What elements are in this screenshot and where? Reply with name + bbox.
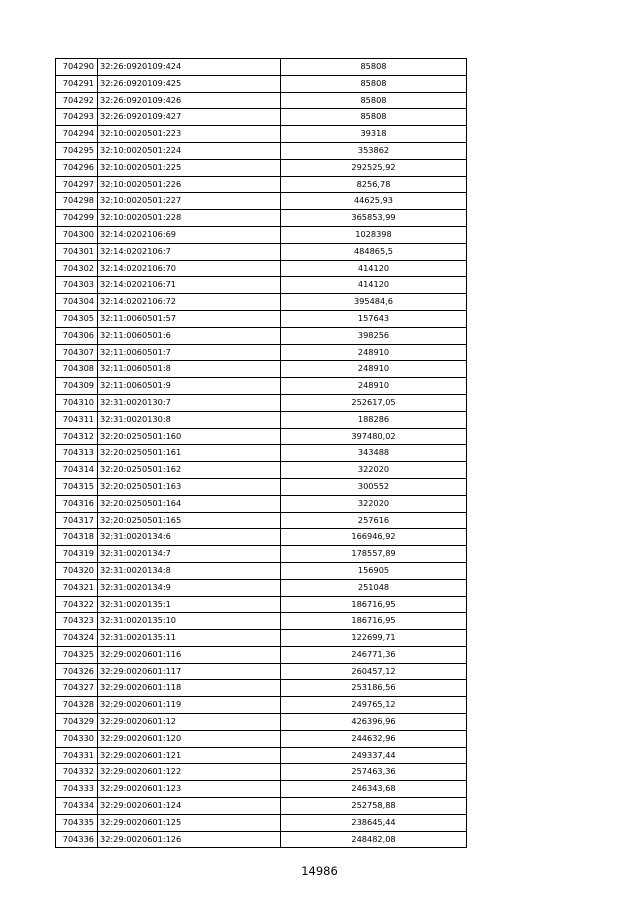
value-cell: 85808 xyxy=(281,109,467,126)
value-cell: 260457,12 xyxy=(281,663,467,680)
table-row xyxy=(56,378,467,395)
cadastral-number-cell: 32:29:0020601:119 xyxy=(98,697,281,714)
row-number-cell: 704295 xyxy=(56,142,98,159)
value-cell: 85808 xyxy=(281,75,467,92)
cadastral-number-cell: 32:10:0020501:223 xyxy=(98,126,281,143)
cadastral-number-cell: 32:31:0020134:9 xyxy=(98,579,281,596)
table-row xyxy=(56,764,467,781)
cadastral-number-cell: 32:29:0020601:123 xyxy=(98,781,281,798)
table-row xyxy=(56,814,467,831)
row-number-cell: 704328 xyxy=(56,697,98,714)
table-row xyxy=(56,126,467,143)
value-cell: 253186,56 xyxy=(281,680,467,697)
table-row xyxy=(56,831,467,848)
table-row xyxy=(56,428,467,445)
row-number-cell: 704307 xyxy=(56,344,98,361)
value-cell: 322020 xyxy=(281,462,467,479)
value-cell: 157643 xyxy=(281,310,467,327)
value-cell: 39318 xyxy=(281,126,467,143)
cadastral-number-cell: 32:10:0020501:227 xyxy=(98,193,281,210)
cadastral-number-cell: 32:20:0250501:162 xyxy=(98,462,281,479)
cadastral-number-cell: 32:29:0020601:121 xyxy=(98,747,281,764)
value-cell: 166946,92 xyxy=(281,529,467,546)
value-cell: 246343,68 xyxy=(281,781,467,798)
value-cell: 1028398 xyxy=(281,226,467,243)
cadastral-number-cell: 32:29:0020601:118 xyxy=(98,680,281,697)
table-row xyxy=(56,310,467,327)
table-row xyxy=(56,781,467,798)
table-row xyxy=(56,680,467,697)
table-row xyxy=(56,663,467,680)
cadastral-number-cell: 32:11:0060501:8 xyxy=(98,361,281,378)
table-row xyxy=(56,630,467,647)
cadastral-number-cell: 32:14:0202106:71 xyxy=(98,277,281,294)
table-row xyxy=(56,176,467,193)
value-cell: 244632,96 xyxy=(281,730,467,747)
cadastral-number-cell: 32:29:0020601:125 xyxy=(98,814,281,831)
table-row xyxy=(56,243,467,260)
cadastral-number-cell: 32:10:0020501:224 xyxy=(98,142,281,159)
cadastral-number-cell: 32:31:0020134:7 xyxy=(98,546,281,563)
row-number-cell: 704303 xyxy=(56,277,98,294)
value-cell: 238645,44 xyxy=(281,814,467,831)
value-cell: 252617,05 xyxy=(281,394,467,411)
row-number-cell: 704320 xyxy=(56,562,98,579)
row-number-cell: 704332 xyxy=(56,764,98,781)
value-cell: 188286 xyxy=(281,411,467,428)
row-number-cell: 704325 xyxy=(56,646,98,663)
table-row xyxy=(56,529,467,546)
row-number-cell: 704317 xyxy=(56,512,98,529)
row-number-cell: 704291 xyxy=(56,75,98,92)
cadastral-number-cell: 32:14:0202106:69 xyxy=(98,226,281,243)
value-cell: 251048 xyxy=(281,579,467,596)
row-number-cell: 704327 xyxy=(56,680,98,697)
table-row xyxy=(56,344,467,361)
value-cell: 257463,36 xyxy=(281,764,467,781)
row-number-cell: 704312 xyxy=(56,428,98,445)
value-cell: 322020 xyxy=(281,495,467,512)
table-row xyxy=(56,260,467,277)
row-number-cell: 704300 xyxy=(56,226,98,243)
cadastral-number-cell: 32:10:0020501:225 xyxy=(98,159,281,176)
cadastral-number-cell: 32:31:0020135:1 xyxy=(98,596,281,613)
table-row xyxy=(56,596,467,613)
value-cell: 365853,99 xyxy=(281,210,467,227)
value-cell: 395484,6 xyxy=(281,294,467,311)
row-number-cell: 704323 xyxy=(56,613,98,630)
row-number-cell: 704306 xyxy=(56,327,98,344)
table-row xyxy=(56,747,467,764)
table-row xyxy=(56,394,467,411)
value-cell: 248482,08 xyxy=(281,831,467,848)
row-number-cell: 704331 xyxy=(56,747,98,764)
row-number-cell: 704297 xyxy=(56,176,98,193)
table-row xyxy=(56,109,467,126)
cadastral-number-cell: 32:29:0020601:126 xyxy=(98,831,281,848)
table-row xyxy=(56,210,467,227)
cadastral-number-cell: 32:31:0020135:10 xyxy=(98,613,281,630)
cadastral-number-cell: 32:11:0060501:57 xyxy=(98,310,281,327)
row-number-cell: 704311 xyxy=(56,411,98,428)
value-cell: 249765,12 xyxy=(281,697,467,714)
row-number-cell: 704308 xyxy=(56,361,98,378)
row-number-cell: 704314 xyxy=(56,462,98,479)
value-cell: 248910 xyxy=(281,344,467,361)
value-cell: 300552 xyxy=(281,478,467,495)
row-number-cell: 704330 xyxy=(56,730,98,747)
row-number-cell: 704313 xyxy=(56,445,98,462)
value-cell: 186716,95 xyxy=(281,596,467,613)
row-number-cell: 704321 xyxy=(56,579,98,596)
row-number-cell: 704315 xyxy=(56,478,98,495)
cadastral-number-cell: 32:26:0920109:426 xyxy=(98,92,281,109)
table-row xyxy=(56,75,467,92)
table-row xyxy=(56,613,467,630)
row-number-cell: 704294 xyxy=(56,126,98,143)
value-cell: 178557,89 xyxy=(281,546,467,563)
row-number-cell: 704329 xyxy=(56,714,98,731)
value-cell: 44625,93 xyxy=(281,193,467,210)
cadastral-number-cell: 32:20:0250501:164 xyxy=(98,495,281,512)
table-body xyxy=(56,59,467,848)
cadastral-number-cell: 32:11:0060501:7 xyxy=(98,344,281,361)
row-number-cell: 704326 xyxy=(56,663,98,680)
cadastral-value-table xyxy=(55,58,467,848)
cadastral-number-cell: 32:29:0020601:124 xyxy=(98,798,281,815)
value-cell: 85808 xyxy=(281,59,467,76)
cadastral-number-cell: 32:26:0920109:427 xyxy=(98,109,281,126)
table-row xyxy=(56,697,467,714)
value-cell: 248910 xyxy=(281,361,467,378)
value-cell: 414120 xyxy=(281,277,467,294)
table-row xyxy=(56,579,467,596)
table-row xyxy=(56,714,467,731)
cadastral-number-cell: 32:20:0250501:160 xyxy=(98,428,281,445)
table-row xyxy=(56,411,467,428)
cadastral-number-cell: 32:14:0202106:70 xyxy=(98,260,281,277)
value-cell: 186716,95 xyxy=(281,613,467,630)
cadastral-number-cell: 32:20:0250501:165 xyxy=(98,512,281,529)
cadastral-number-cell: 32:31:0020130:8 xyxy=(98,411,281,428)
value-cell: 246771,36 xyxy=(281,646,467,663)
row-number-cell: 704319 xyxy=(56,546,98,563)
cadastral-number-cell: 32:29:0020601:116 xyxy=(98,646,281,663)
value-cell: 8256,78 xyxy=(281,176,467,193)
cadastral-number-cell: 32:31:0020134:8 xyxy=(98,562,281,579)
row-number-cell: 704333 xyxy=(56,781,98,798)
value-cell: 343488 xyxy=(281,445,467,462)
row-number-cell: 704293 xyxy=(56,109,98,126)
cadastral-number-cell: 32:11:0060501:9 xyxy=(98,378,281,395)
table-row xyxy=(56,226,467,243)
row-number-cell: 704309 xyxy=(56,378,98,395)
row-number-cell: 704334 xyxy=(56,798,98,815)
value-cell: 426396,96 xyxy=(281,714,467,731)
row-number-cell: 704336 xyxy=(56,831,98,848)
value-cell: 257616 xyxy=(281,512,467,529)
value-cell: 122699,71 xyxy=(281,630,467,647)
row-number-cell: 704301 xyxy=(56,243,98,260)
table-row xyxy=(56,646,467,663)
value-cell: 414120 xyxy=(281,260,467,277)
cadastral-number-cell: 32:31:0020135:11 xyxy=(98,630,281,647)
cadastral-number-cell: 32:10:0020501:226 xyxy=(98,176,281,193)
table-row xyxy=(56,495,467,512)
table-row xyxy=(56,277,467,294)
cadastral-number-cell: 32:29:0020601:120 xyxy=(98,730,281,747)
table-row xyxy=(56,361,467,378)
row-number-cell: 704292 xyxy=(56,92,98,109)
table-row xyxy=(56,92,467,109)
table-row xyxy=(56,59,467,76)
table-row xyxy=(56,478,467,495)
value-cell: 252758,88 xyxy=(281,798,467,815)
row-number-cell: 704322 xyxy=(56,596,98,613)
value-cell: 398256 xyxy=(281,327,467,344)
row-number-cell: 704335 xyxy=(56,814,98,831)
cadastral-number-cell: 32:11:0060501:6 xyxy=(98,327,281,344)
table-row xyxy=(56,159,467,176)
table-row xyxy=(56,798,467,815)
table-row xyxy=(56,546,467,563)
table-row xyxy=(56,562,467,579)
table-row xyxy=(56,327,467,344)
row-number-cell: 704318 xyxy=(56,529,98,546)
row-number-cell: 704305 xyxy=(56,310,98,327)
value-cell: 484865,5 xyxy=(281,243,467,260)
row-number-cell: 704316 xyxy=(56,495,98,512)
cadastral-number-cell: 32:14:0202106:7 xyxy=(98,243,281,260)
table-row xyxy=(56,512,467,529)
cadastral-number-cell: 32:20:0250501:163 xyxy=(98,478,281,495)
cadastral-number-cell: 32:20:0250501:161 xyxy=(98,445,281,462)
value-cell: 397480,02 xyxy=(281,428,467,445)
page-number: 14986 xyxy=(301,864,338,878)
table-row xyxy=(56,445,467,462)
row-number-cell: 704298 xyxy=(56,193,98,210)
table-row xyxy=(56,462,467,479)
row-number-cell: 704296 xyxy=(56,159,98,176)
value-cell: 248910 xyxy=(281,378,467,395)
table-row xyxy=(56,193,467,210)
table-row xyxy=(56,730,467,747)
row-number-cell: 704310 xyxy=(56,394,98,411)
row-number-cell: 704299 xyxy=(56,210,98,227)
cadastral-number-cell: 32:10:0020501:228 xyxy=(98,210,281,227)
cadastral-number-cell: 32:14:0202106:72 xyxy=(98,294,281,311)
table-row xyxy=(56,294,467,311)
cadastral-number-cell: 32:29:0020601:122 xyxy=(98,764,281,781)
value-cell: 249337,44 xyxy=(281,747,467,764)
row-number-cell: 704304 xyxy=(56,294,98,311)
cadastral-number-cell: 32:26:0920109:424 xyxy=(98,59,281,76)
cadastral-number-cell: 32:29:0020601:12 xyxy=(98,714,281,731)
value-cell: 85808 xyxy=(281,92,467,109)
cadastral-number-cell: 32:31:0020130:7 xyxy=(98,394,281,411)
cadastral-number-cell: 32:26:0920109:425 xyxy=(98,75,281,92)
value-cell: 353862 xyxy=(281,142,467,159)
row-number-cell: 704302 xyxy=(56,260,98,277)
value-cell: 156905 xyxy=(281,562,467,579)
cadastral-number-cell: 32:31:0020134:6 xyxy=(98,529,281,546)
cadastral-number-cell: 32:29:0020601:117 xyxy=(98,663,281,680)
row-number-cell: 704324 xyxy=(56,630,98,647)
row-number-cell: 704290 xyxy=(56,59,98,76)
table-row xyxy=(56,142,467,159)
value-cell: 292525,92 xyxy=(281,159,467,176)
